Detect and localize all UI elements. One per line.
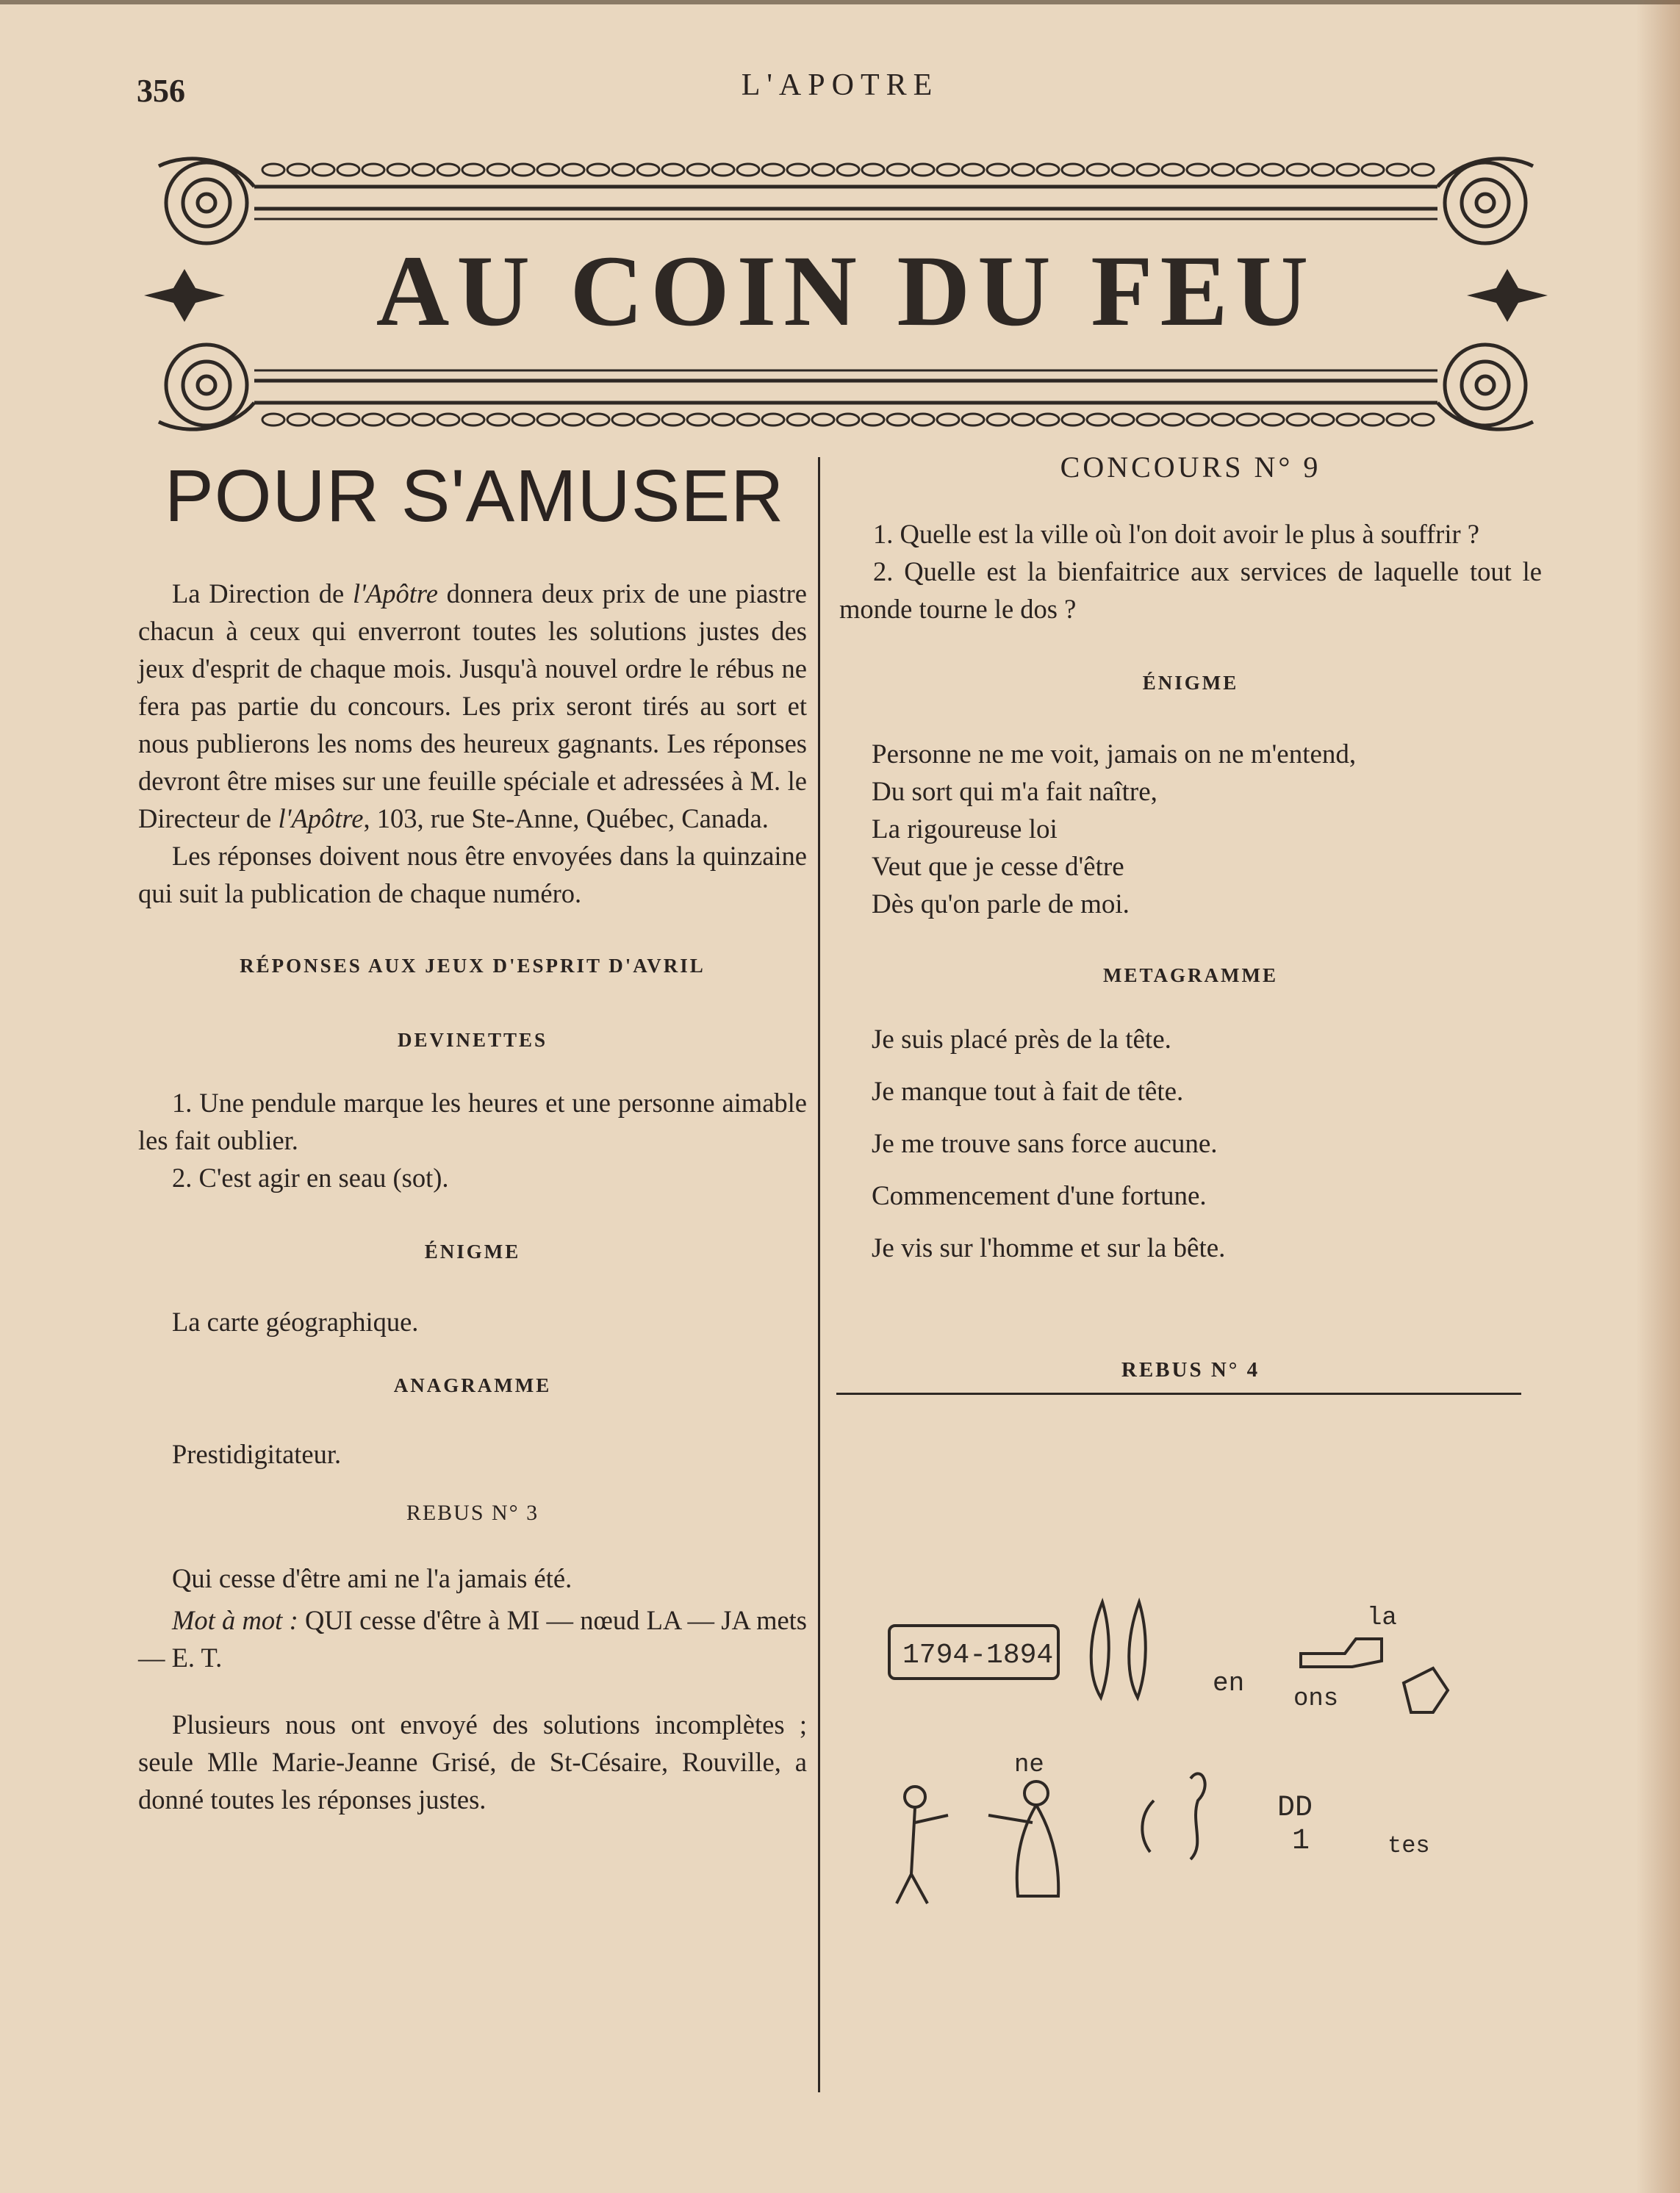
chain-link (387, 164, 409, 176)
left-column (138, 456, 807, 1818)
chain-link (1062, 164, 1084, 176)
chain-link (937, 414, 959, 426)
chain-link (1212, 164, 1234, 176)
section-heading: POUR S'AMUSER (165, 455, 785, 537)
enigme-answer: La carte géographique. (172, 1307, 419, 1337)
leaf-1 (1091, 1602, 1109, 1698)
chain-link (312, 164, 334, 176)
mot-a-mot-label: Mot à mot : (172, 1605, 298, 1635)
chain-link (1037, 414, 1059, 426)
intro-text-3: , 103, rue Ste-Anne, Québec, Canada. (363, 803, 769, 833)
chain-link (562, 164, 584, 176)
metagramme-lines (839, 1024, 1542, 1264)
tap-icon (1301, 1639, 1382, 1667)
chain-link (937, 164, 959, 176)
chain-link (287, 164, 309, 176)
chain-link (812, 414, 834, 426)
column-divider (818, 457, 820, 2092)
rebus-la: la (1367, 1604, 1397, 1632)
rebus3-heading: REBUS N° 3 (406, 1501, 539, 1525)
chain-link (262, 414, 284, 426)
question-2: 2. Quelle est la bienfaitrice aux services de laquelle tout le monde tourne le dos ? (839, 556, 1542, 624)
chain-link (1412, 164, 1434, 176)
chain-link (987, 164, 1009, 176)
rebus-illustration (867, 1580, 1470, 1948)
chain-link (737, 414, 759, 426)
chain-link (662, 164, 684, 176)
chain-link (1262, 164, 1284, 176)
leaf-2 (1129, 1602, 1146, 1698)
chain-link (862, 164, 884, 176)
rebus-ons: ons (1293, 1685, 1339, 1713)
chain-link (1162, 164, 1184, 176)
chain-link (512, 164, 534, 176)
chain-link (887, 414, 909, 426)
mot-a-mot (138, 1601, 807, 1676)
rebus-tes: tes (1388, 1832, 1430, 1859)
chain-link (1387, 414, 1409, 426)
anagramme-answer: Prestidigitateur. (172, 1439, 342, 1469)
metagramme-line: Je suis placé près de la tête. (872, 1024, 1171, 1055)
chain-link (1162, 414, 1184, 426)
chain-link (1287, 164, 1309, 176)
chain-link (1237, 164, 1259, 176)
metagramme-line: Commencement d'une fortune. (872, 1181, 1207, 1211)
section-rule (836, 1393, 1521, 1395)
chain-link (437, 164, 459, 176)
rebus3-answer: Qui cesse d'être ami ne l'a jamais été. (172, 1563, 572, 1593)
chain-link (1087, 164, 1109, 176)
chain-link (412, 164, 434, 176)
chain-link (512, 414, 534, 426)
page-number: 356 (137, 73, 185, 109)
chain-link (837, 414, 859, 426)
enigme-heading-right: ÉNIGME (1142, 672, 1239, 694)
chain-link (1362, 164, 1384, 176)
chain-link (287, 414, 309, 426)
chain-link (787, 414, 809, 426)
chain-link (1312, 414, 1334, 426)
rebus-one: 1 (1292, 1825, 1310, 1858)
concours-heading: CONCOURS N° 9 (1060, 451, 1321, 484)
closing-paragraph: Plusieurs nous ont envoyé des solutions incomplètes ; seule Mlle Marie-Jeanne Grisé, de St-Césaire, Rouville, a donné toutes les réponses justes. (138, 1709, 807, 1815)
chain-link (1287, 414, 1309, 426)
chain-link (612, 164, 634, 176)
top-rule (0, 0, 1680, 4)
chain-link (887, 164, 909, 176)
chain-link (537, 414, 559, 426)
enigme-heading-left: ÉNIGME (424, 1241, 521, 1263)
chain-link (1137, 164, 1159, 176)
chain-link (487, 164, 509, 176)
chain-link (637, 414, 659, 426)
figure-head-1 (905, 1787, 925, 1807)
chain-link (1187, 414, 1209, 426)
chain-link (962, 414, 984, 426)
chain-link (987, 414, 1009, 426)
chain-link (362, 164, 384, 176)
chain-link (1137, 414, 1159, 426)
metagramme-line: Je manque tout à fait de tête. (872, 1077, 1184, 1107)
chain-link (1062, 414, 1084, 426)
metagramme-line: Je vis sur l'homme et sur la bête. (872, 1233, 1226, 1263)
chain-link (1087, 414, 1109, 426)
chain-link (1312, 164, 1334, 176)
chain-link (412, 414, 434, 426)
chain-link (612, 414, 634, 426)
intro-text-1: La Direction de (172, 578, 353, 609)
intro-text-2: donnera deux prix de une piastre chacun à ceux qui enverront toutes les solutions justes des jeux d'esprit de chaque mois. Jusqu'à nouvel ordre le rébus ne fera pas partie du concours. Les prix seront tirés au sort et nous publierons les noms des heureux gagnants. Les réponses devront être mises sur une feuille spéciale et adressées à M. le Directeur de (138, 578, 807, 833)
chain-link (1212, 414, 1234, 426)
page-edge-shadow (1636, 0, 1680, 2193)
chain-link (462, 164, 484, 176)
chain-link (387, 414, 409, 426)
chain-link (487, 414, 509, 426)
chain-link (762, 164, 784, 176)
chain-link (662, 414, 684, 426)
chain-link (462, 414, 484, 426)
intro-italic-1: l'Apôtre (352, 578, 438, 609)
intro-paragraph (138, 575, 807, 837)
chain-link (1412, 414, 1434, 426)
chain-link (712, 414, 734, 426)
figure-head-2 (1024, 1781, 1048, 1805)
rebus-dd: DD (1277, 1792, 1313, 1825)
rebus-ne: ne (1014, 1751, 1044, 1779)
chain-link (587, 414, 609, 426)
rebus-dates: 1794-1894 (902, 1640, 1054, 1671)
metagramme-line: Je me trouve sans force aucune. (872, 1129, 1218, 1159)
chain-link (962, 164, 984, 176)
rebus4-heading: REBUS N° 4 (1121, 1358, 1260, 1382)
chain-link (1262, 414, 1284, 426)
chain-link (912, 414, 934, 426)
devinettes-heading: DEVINETTES (397, 1029, 548, 1051)
chain-link (837, 164, 859, 176)
chain-link (762, 414, 784, 426)
chain-link (1362, 414, 1384, 426)
rebus-en: en (1213, 1668, 1245, 1698)
ear-2 (1191, 1773, 1205, 1859)
mot-a-mot-text: QUI cesse d'être à MI — nœud LA — JA mets — E. T. (138, 1605, 808, 1673)
chain-link (362, 414, 384, 426)
chain-link (437, 414, 459, 426)
verse-line: Personne ne me voit, jamais on ne m'entend, (872, 739, 1357, 769)
chain-link (337, 414, 359, 426)
bucket-icon (1404, 1668, 1448, 1712)
enigme-verse (839, 736, 1542, 923)
verse-line: Du sort qui m'a fait naître, (872, 777, 1157, 807)
chain-link (862, 414, 884, 426)
intro-paragraph-2: Les réponses doivent nous être envoyées dans la quinzaine qui suit la publication de chaque numéro. (138, 841, 807, 908)
right-column (839, 450, 1542, 1382)
rebus-drawing (867, 1580, 1470, 1948)
chain-link (687, 164, 709, 176)
running-title: L'APOTRE (741, 68, 939, 102)
answers-heading: RÉPONSES AUX JEUX D'ESPRIT D'AVRIL (240, 955, 706, 977)
chain-link (1387, 164, 1409, 176)
verse-line: Veut que je cesse d'être (872, 852, 1124, 882)
chain-link (337, 164, 359, 176)
banner-title: AU COIN DU FEU (376, 234, 1316, 347)
chain-link (637, 164, 659, 176)
chain-link (1337, 164, 1359, 176)
chain-link (312, 414, 334, 426)
chain-link (1237, 414, 1259, 426)
metagramme-heading: METAGRAMME (1103, 964, 1278, 986)
ornamental-banner (144, 151, 1548, 438)
chain-link (712, 164, 734, 176)
chain-link (1012, 414, 1034, 426)
intro-italic-2: l'Apôtre (278, 803, 364, 833)
chain-link (1012, 164, 1034, 176)
chain-link (912, 164, 934, 176)
devinette-2: 2. C'est agir en seau (sot). (172, 1163, 449, 1193)
chain-link (262, 164, 284, 176)
chain-link (812, 164, 834, 176)
chain-link (537, 164, 559, 176)
ear-1 (1142, 1801, 1154, 1852)
figure-body-1 (897, 1808, 948, 1903)
verse-line: La rigoureuse loi (872, 814, 1058, 844)
chain-link (687, 414, 709, 426)
verse-line: Dès qu'on parle de moi. (872, 889, 1130, 919)
question-1: 1. Quelle est la ville où l'on doit avoir le plus à souffrir ? (873, 519, 1479, 549)
anagramme-heading: ANAGRAMME (393, 1374, 552, 1396)
chain-link (562, 414, 584, 426)
chain-link (787, 164, 809, 176)
chain-link (1187, 164, 1209, 176)
chain-link (1112, 164, 1134, 176)
devinette-1: 1. Une pendule marque les heures et une personne aimable les fait oublier. (138, 1088, 807, 1155)
chain-link (587, 164, 609, 176)
chain-link (1337, 414, 1359, 426)
figure-body-2 (988, 1805, 1058, 1896)
chain-link (737, 164, 759, 176)
chain-link (1037, 164, 1059, 176)
chain-link (1112, 414, 1134, 426)
